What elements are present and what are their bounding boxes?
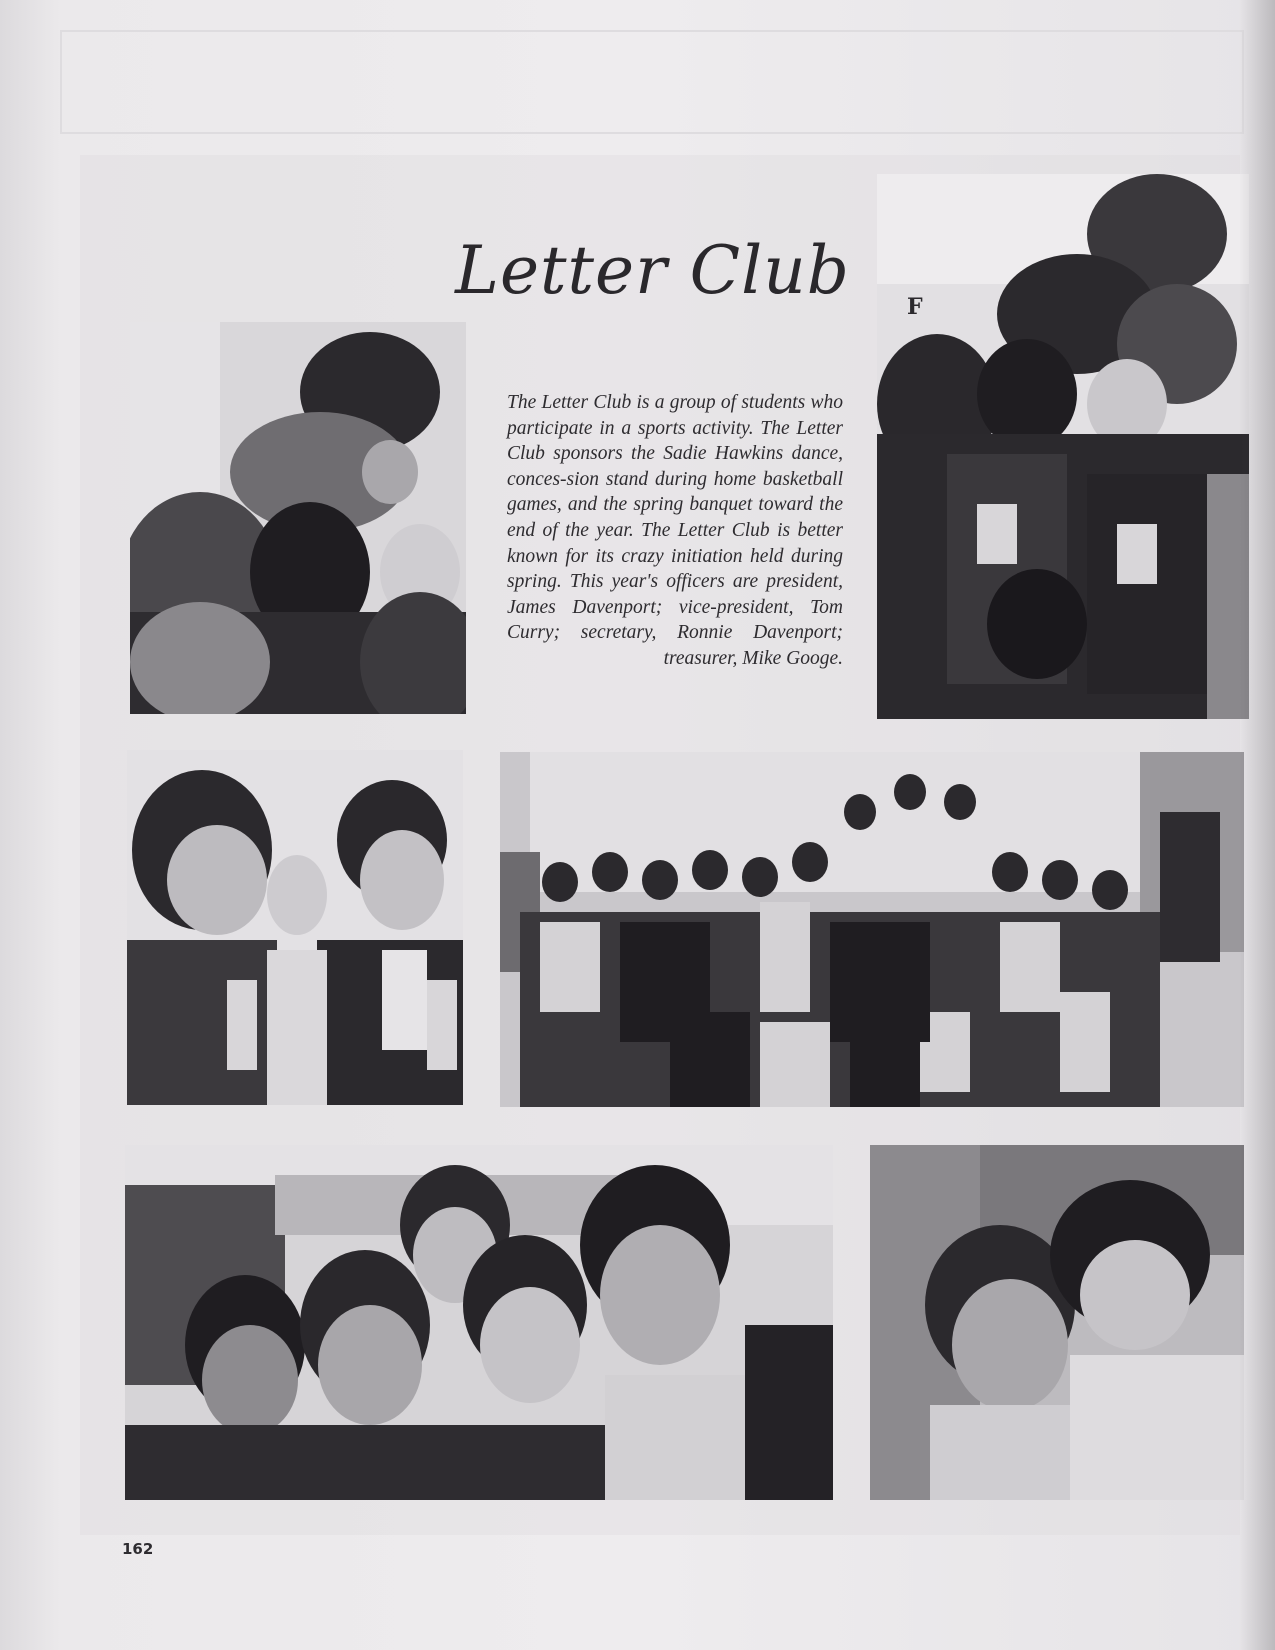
photo-two-members-smiling [870, 1145, 1244, 1500]
page-edge-shadow [1239, 0, 1275, 1650]
page-title: Letter Club [455, 232, 850, 309]
club-description: The Letter Club is a group of students who participate in a sports activity. The Letter Club sponsors the Sadie Hawkins dance, conces-sion stand during home basketball games, and the spring banquet toward the end of the year. The Letter Club is better known for its crazy initiation held during spring. This year's officers are president, James Davenport; vice-president, Tom Curry; secretary, Ronnie Davenport; treasurer, Mike Googe. [507, 392, 843, 669]
photo-group-on-steps [130, 322, 466, 714]
photo-three-members [127, 750, 463, 1105]
photo-letter-jackets-group [877, 174, 1249, 719]
photo-five-members-closeup [125, 1145, 833, 1500]
photo-full-club-group [500, 752, 1244, 1107]
svg-text:F: F [907, 294, 923, 320]
bleed-through-header [60, 30, 1244, 134]
page-number: 162 [122, 1540, 154, 1558]
